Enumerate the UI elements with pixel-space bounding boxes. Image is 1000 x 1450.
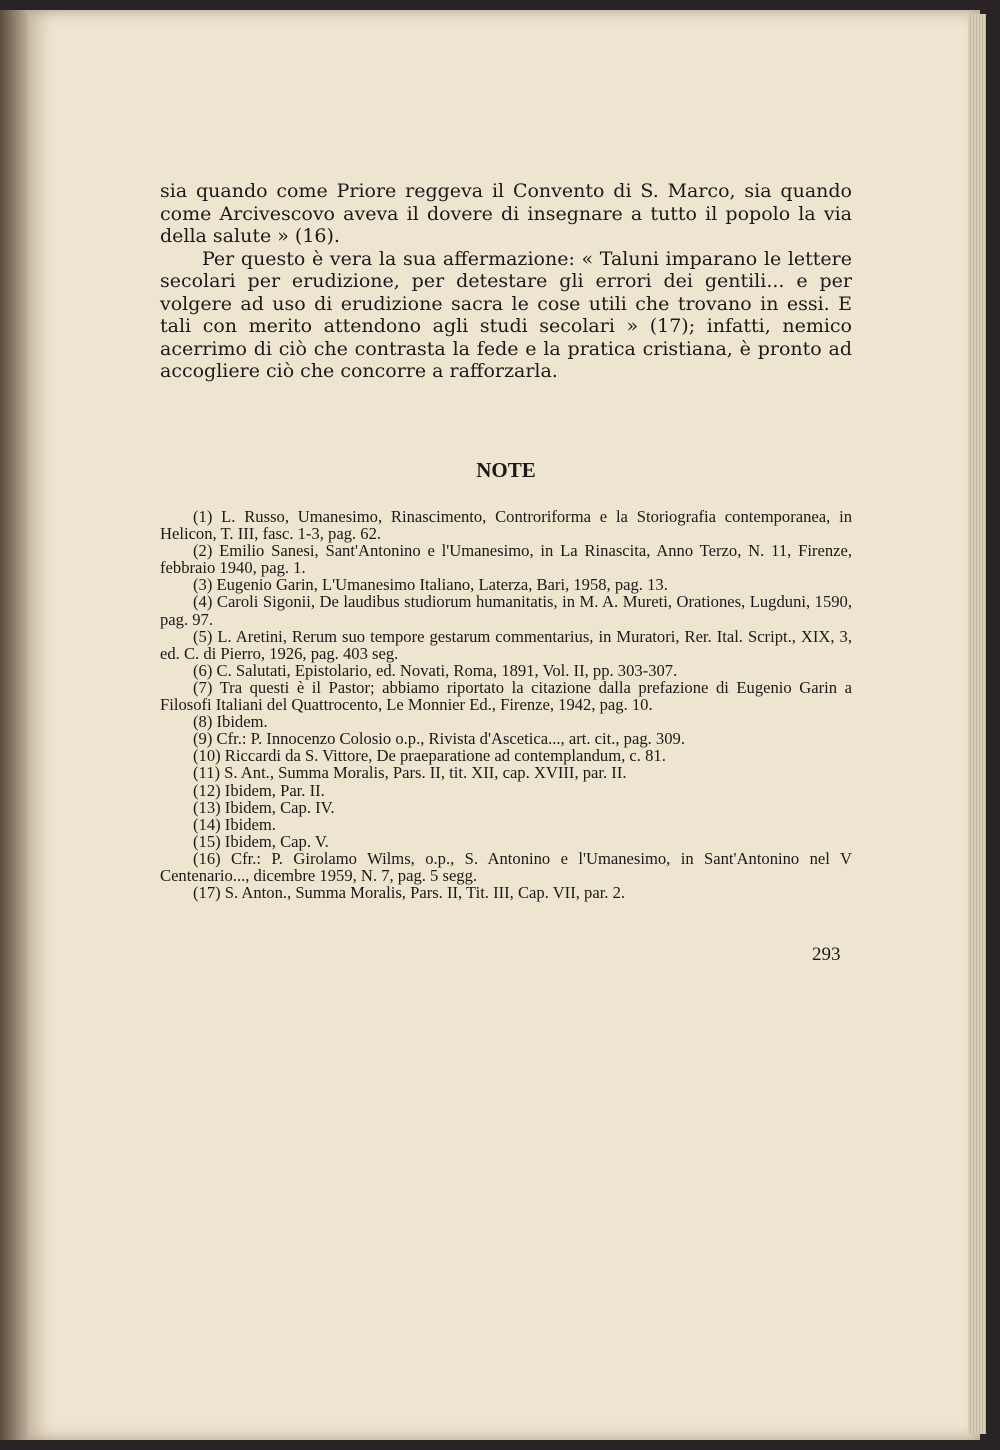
note-7: (7) Tra questi è il Pastor; abbiamo riportato la citazione dalla prefazione di Eugenio Garin a Filosofi Italiani del Quattrocento, Le Monnier Ed., Firenze, 1942, pag. 10. [160,677,852,715]
body-paragraph-1: sia quando come Priore reggeva il Convento di S. Marco, sia quando come Arcivescovo aveva il dovere di insegnare a tutto il popolo la via della salute » (16). [160,180,852,247]
note-16: (16) Cfr.: P. Girolamo Wilms, o.p., S. Antonino e l'Umanesimo, in Sant'Antonino nel V Centenario..., dicembre 1959, N. 7, pag. 5 segg. [160,848,852,885]
note-12: (12) Ibidem, Par. II. [193,780,325,800]
note-13: (13) Ibidem, Cap. IV. [193,797,335,817]
note-2: (2) Emilio Sanesi, Sant'Antonino e l'Umanesimo, in La Rinascita, Anno Terzo, N. 11, Firenze, febbraio 1940, pag. 1. [160,541,852,578]
note-17: (17) S. Anton., Summa Moralis, Pars. II, Tit. III, Cap. VII, par. 2. [193,883,626,903]
notes-list [160,508,852,901]
note-11: (11) S. Ant., Summa Moralis, Pars. II, tit. XII, cap. XVIII, par. II. [193,763,627,783]
page-number: 293 [812,944,841,965]
note-9: (9) Cfr.: P. Innocenzo Colosio o.p., Rivista d'Ascetica..., art. cit., pag. 309. [193,729,685,749]
note-1: (1) L. Russo, Umanesimo, Rinascimento, Controriforma e la Storiografia contemporanea, in Helicon, T. III, fasc. 1-3, pag. 62. [160,507,852,544]
note-14: (14) Ibidem. [193,814,276,834]
note-5: (5) L. Aretini, Rerum suo tempore gestarum commentarius, in Muratori, Rer. Ital. Script., XIX, 3, ed. C. di Pierro, 1926, pag. 403 seg. [160,626,852,663]
note-4: (4) Caroli Sigonii, De laudibus studiorum humanitatis, in M. A. Mureti, Orationes, Lugduni, 1590, pag. 97. [160,592,852,629]
body-paragraph-2: Per questo è vera la sua affermazione: « Taluni imparano le lettere secolari per erudizione, per detestare gli errori dei gentili... e per volgere ad uso di erudizione sacra le cose utili che trovano in essi. E tali con merito attendono agli studi secolari » (17); infatti, nemico acerrimo di ciò che contrasta la fede e la pratica cristiana, è pronto ad accogliere ciò che concorre a rafforzarla. [160,247,852,382]
note-3: (3) Eugenio Garin, L'Umanesimo Italiano, Laterza, Bari, 1958, pag. 13. [193,575,668,595]
notes-heading: NOTE [476,458,536,482]
page-edges [968,14,986,1434]
note-15: (15) Ibidem, Cap. V. [193,831,329,851]
note-8: (8) Ibidem. [193,712,268,732]
body-text [160,180,852,383]
note-6: (6) C. Salutati, Epistolario, ed. Novati, Roma, 1891, Vol. II, pp. 303-307. [193,660,678,680]
note-10: (10) Riccardi da S. Vittore, De praeparatione ad contemplandum, c. 81. [193,746,666,766]
